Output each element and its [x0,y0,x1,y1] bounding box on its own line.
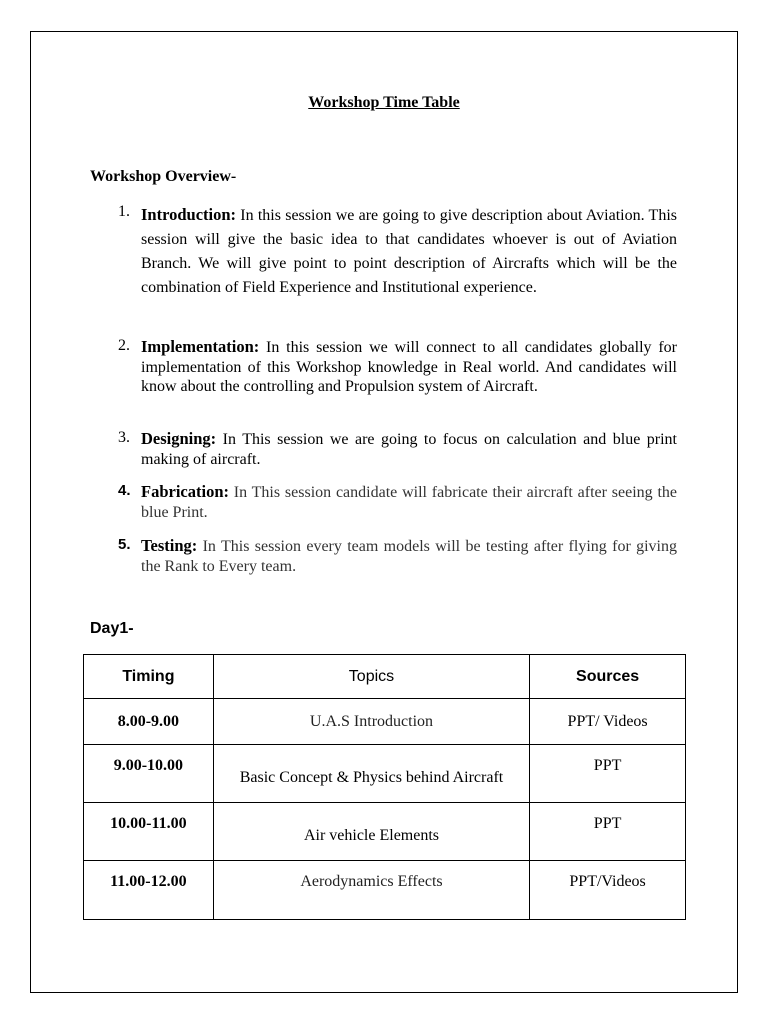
item-number: 2. [118,337,130,354]
item-body [141,203,677,300]
cell-timing: 9.00-10.00 [84,745,214,803]
item-text: In this session we will connect to all candidates globally for implementation of this Workshop knowledge in Real world. And candidates will know about the controlling and Propulsion system of Aircraft. [141,339,677,395]
overview-heading: Workshop Overview- [90,168,237,185]
overview-item-designing [118,429,677,469]
item-body [141,337,677,397]
item-text: In this session we are going to give description about Aviation. This session will give the basic idea to that candidates whoever is out of Aviation Branch. We will give point to point description of Aircrafts which will be the combination of Field Experience and Institutional experience. [141,207,677,296]
table-row [84,699,686,745]
item-heading: Fabrication: [141,482,229,501]
header-topics: Topics [213,655,529,699]
header-sources: Sources [530,655,686,699]
item-number: 3. [118,429,130,446]
item-body [141,536,677,576]
cell-source: PPT/ Videos [530,699,686,745]
overview-item-introduction [118,203,677,300]
table-header-row [84,655,686,699]
cell-timing: 8.00-9.00 [84,699,214,745]
table-row [84,803,686,861]
overview-item-testing [118,536,677,576]
header-timing: Timing [84,655,214,699]
cell-source: PPT [530,745,686,803]
table-row [84,745,686,803]
timetable [83,654,686,920]
cell-timing: 10.00-11.00 [84,803,214,861]
item-number: 5. [118,536,131,553]
cell-topic: Air vehicle Elements [213,803,529,861]
item-heading: Designing: [141,429,217,448]
item-text: In This session we are going to focus on calculation and blue print making of aircraft. [141,431,677,468]
item-heading: Testing: [141,536,198,555]
cell-source: PPT [530,803,686,861]
cell-source: PPT/Videos [530,861,686,920]
item-body [141,482,677,522]
item-text: In This session candidate will fabricate their aircraft after seeing the blue Print. [141,484,677,521]
item-heading: Implementation: [141,337,260,356]
item-text: In This session every team models will be testing after flying for giving the Rank to Every team. [141,538,677,575]
cell-topic: U.A.S Introduction [213,699,529,745]
cell-topic: Basic Concept & Physics behind Aircraft [213,745,529,803]
item-body [141,429,677,469]
cell-topic: Aerodynamics Effects [213,861,529,920]
overview-item-fabrication [118,482,677,522]
table-row [84,861,686,920]
day-label: Day1- [90,620,134,637]
cell-timing: 11.00-12.00 [84,861,214,920]
item-number: 4. [118,482,131,499]
overview-item-implementation [118,337,677,397]
item-heading: Introduction: [141,205,237,224]
page-title: Workshop Time Table [308,94,460,111]
item-number: 1. [118,203,130,220]
